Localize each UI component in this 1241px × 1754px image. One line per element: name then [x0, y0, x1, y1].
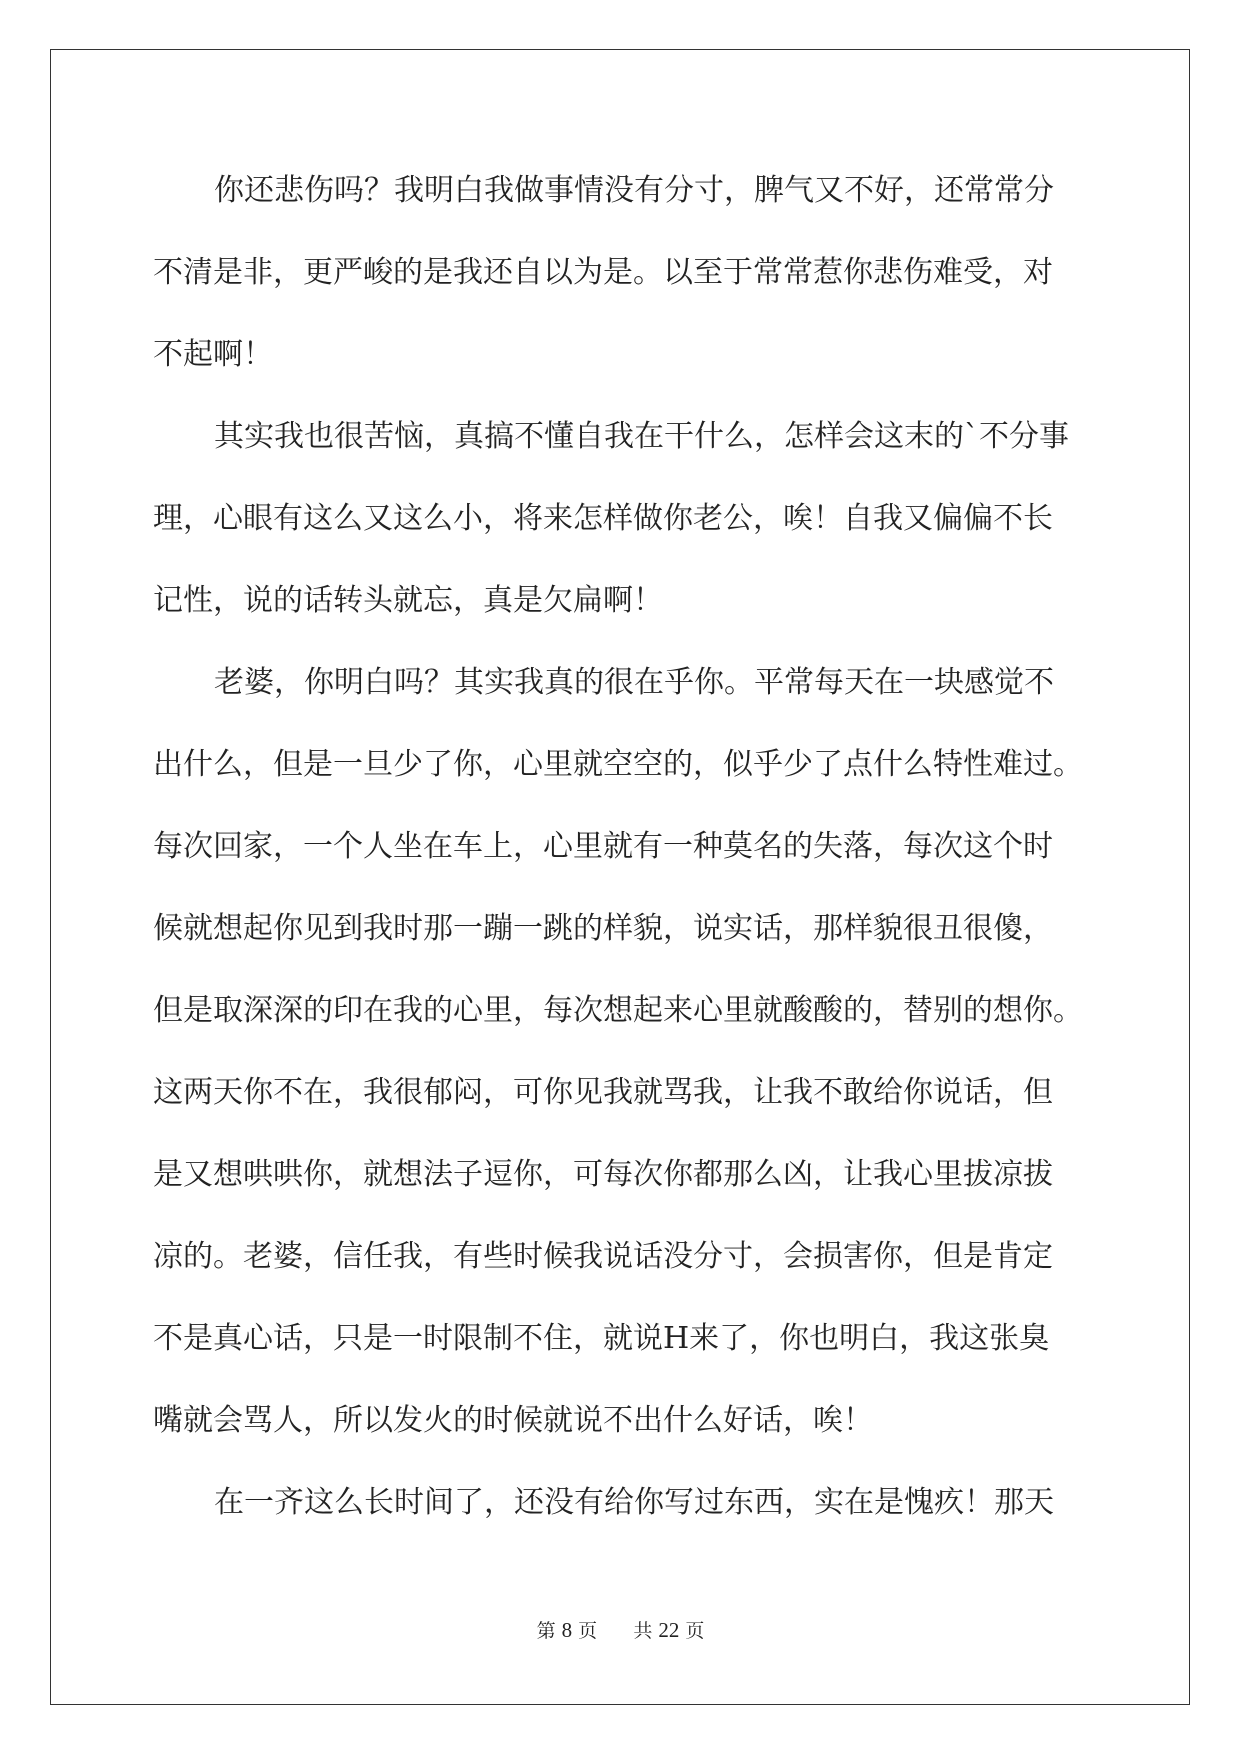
text-line: 候就想起你见到我时那一蹦一跳的样貌，说实话，那样貌很丑很傻，	[153, 911, 1053, 946]
document-body	[153, 150, 1097, 1544]
text-line: 老婆，你明白吗？其实我真的很在乎你。平常每天在一块感觉不	[214, 665, 1054, 700]
text-line: 但是取深深的印在我的心里，每次想起来心里就酸酸的，替别的想你。	[153, 993, 1083, 1028]
text-line: 在一齐这么长时间了，还没有给你写过东西，实在是愧疚！那天	[214, 1485, 1054, 1520]
text-line: 出什么，但是一旦少了你，心里就空空的，似乎少了点什么特性难过。	[153, 747, 1083, 782]
text-line: 理，心眼有这么又这么小，将来怎样做你老公，唉！自我又偏偏不长	[153, 501, 1053, 536]
total-suffix: 页	[685, 1620, 705, 1642]
text-line: 这两天你不在，我很郁闷，可你见我就骂我，让我不敢给你说话，但	[153, 1075, 1053, 1110]
page-footer	[0, 1616, 1241, 1643]
text-line: 嘴就会骂人，所以发火的时候就说不出什么好话，唉！	[153, 1403, 873, 1438]
page-prefix: 第	[536, 1620, 556, 1642]
total-prefix: 共	[633, 1620, 653, 1642]
text-line: 你还悲伤吗？我明白我做事情没有分寸，脾气又不好，还常常分	[214, 173, 1054, 208]
text-line: 不清是非，更严峻的是我还自以为是。以至于常常惹你悲伤难受，对	[153, 255, 1053, 290]
page-suffix: 页	[578, 1620, 598, 1642]
text-line: 是又想哄哄你，就想法子逗你，可每次你都那么凶，让我心里拔凉拔	[153, 1157, 1053, 1192]
text-line: 不是真心话，只是一时限制不住，就说H来了，你也明白，我这张臭	[153, 1321, 1050, 1356]
page-number: 8	[561, 1618, 573, 1642]
text-line: 凉的。老婆，信任我，有些时候我说话没分寸，会损害你，但是肯定	[153, 1239, 1053, 1274]
total-pages-indicator	[630, 1620, 707, 1642]
text-line: 不起啊！	[153, 337, 273, 372]
page-indicator	[534, 1620, 601, 1642]
text-line: 记性，说的话转头就忘，真是欠扁啊！	[153, 583, 663, 618]
text-line: 每次回家，一个人坐在车上，心里就有一种莫名的失落，每次这个时	[153, 829, 1053, 864]
text-line: 其实我也很苦恼，真搞不懂自我在干什么，怎样会这末的`不分事	[214, 419, 1069, 454]
total-pages: 22	[658, 1618, 680, 1642]
